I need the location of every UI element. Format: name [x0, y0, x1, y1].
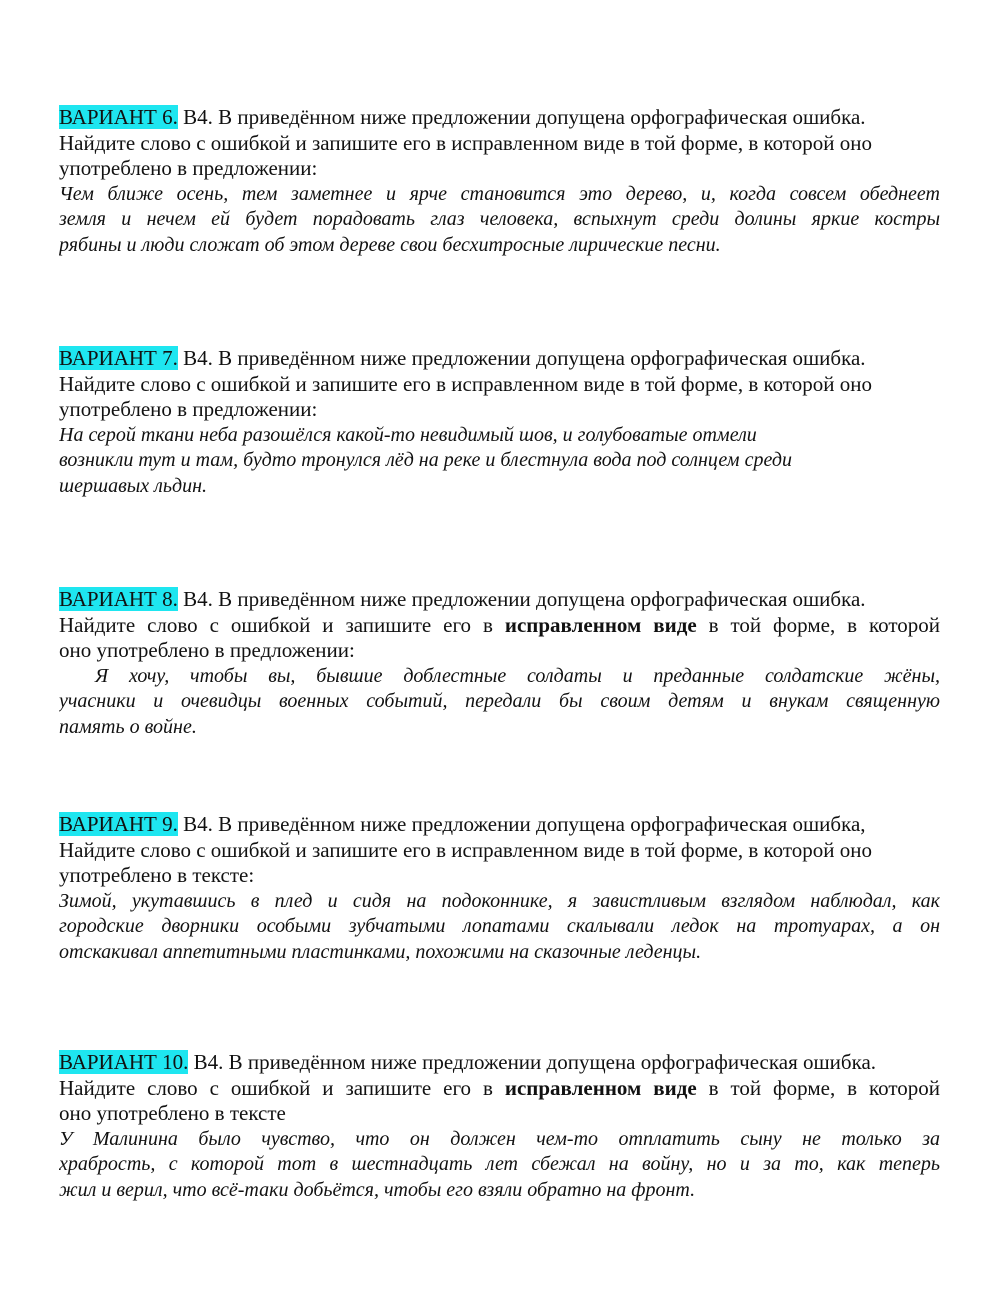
variant-6-label: ВАРИАНТ 6.: [59, 105, 178, 129]
variant-9-task-line-3: употреблено в тексте:: [59, 863, 255, 887]
variant-6-task-line-1: [59, 105, 940, 131]
variant-7-sentence-line-1: На серой ткани неба разошёлся какой-то невидимый шов, и голубоватые отмели: [59, 423, 757, 446]
variant-6-sentence-line-2: земля и нечем ей будет порадовать глаз человека, вспыхнут среди долины яркие костры: [59, 208, 940, 230]
variant-8-task-line-2-pre: Найдите слово с ошибкой и запишите его в: [59, 612, 505, 637]
variant-8-label: ВАРИАНТ 8.: [59, 587, 178, 611]
variant-7-task-line-3: употреблено в предложении:: [59, 397, 318, 421]
variant-9-sentence-line-1: Зимой, укутавшись в плед и сидя на подоконнике, я завистливым взглядом наблюдал, как: [59, 889, 940, 912]
variant-7-sentence-line-2: возникли тут и там, будто тронулся лёд на реке и блестнула вода под солнцем среди: [59, 449, 792, 471]
variant-9-label: ВАРИАНТ 9.: [59, 812, 178, 836]
variant-9-task-line-2: Найдите слово с ошибкой и запишите его в исправленном виде в той форме, в которой оно: [59, 837, 872, 862]
variant-7-sentence-line-3: шершавых льдин.: [59, 474, 208, 497]
variant-8-emphasis: исправленном виде: [504, 612, 697, 637]
variant-9-sentence-line-2: городские дворники особыми зубчатыми лопатами скалывали ледок на тротуарах, а он: [59, 915, 940, 937]
variant-6-block: [59, 105, 940, 258]
variant-8-block: [59, 587, 940, 740]
variant-7-block: [59, 346, 940, 499]
variant-10-sentence-line-2: храбрость, с которой тот в шестнадцать лет сбежал на войну, но и за то, как теперь: [59, 1153, 940, 1175]
variant-10-sentence: [59, 1127, 940, 1204]
variant-6-task-text: В4. В приведённом ниже предложении допущена орфографическая ошибка.: [183, 105, 866, 129]
variant-7-task-line-1: [59, 346, 940, 372]
variant-8-task-line-1: [59, 587, 940, 613]
variant-10-task-line-2: [59, 1076, 940, 1102]
variant-8-task-line-3: оно употреблено в предложении:: [59, 638, 355, 662]
variant-9-sentence-line-3: отскакивал аппетитными пластинками, похожими на сказочные леденцы.: [59, 940, 702, 963]
variant-10-sentence-line-1: У Малинина было чувство, что он должен чем-то отплатить сыну не только за: [59, 1127, 940, 1150]
variant-8-task-line-2-post: в той форме, в которой: [696, 612, 940, 637]
variant-8-sentence-line-3: память о войне.: [59, 715, 197, 738]
variant-10-emphasis: исправленном виде: [504, 1075, 697, 1100]
variant-10-label: ВАРИАНТ 10.: [59, 1050, 189, 1074]
variant-7-sentence: [59, 423, 940, 500]
variant-6-sentence: [59, 182, 940, 259]
variant-10-task-text: В4. В приведённом ниже предложении допущена орфографическая ошибка.: [193, 1050, 877, 1074]
variant-8-sentence-line-2: учасники и очевидцы военных событий, передали бы своим детям и внукам священную: [59, 690, 940, 712]
variant-9-task-text: В4. В приведённом ниже предложении допущена орфографическая ошибка,: [183, 812, 866, 836]
variant-10-task-line-3: оно употреблено в тексте: [59, 1101, 286, 1125]
variant-10-task-line-2-post: в той форме, в которой: [696, 1075, 940, 1100]
variant-7-task-text: В4. В приведённом ниже предложении допущена орфографическая ошибка.: [183, 346, 866, 370]
variant-9-task-line-1: [59, 812, 940, 838]
variant-6-task-line-3: употреблено в предложении:: [59, 156, 318, 180]
variant-7-task-line-2: Найдите слово с ошибкой и запишите его в исправленном виде в той форме, в которой оно: [59, 371, 872, 396]
variant-9-sentence: [59, 889, 940, 966]
variant-10-task-line-2-pre: Найдите слово с ошибкой и запишите его в: [59, 1075, 505, 1100]
variant-7-label: ВАРИАНТ 7.: [59, 346, 178, 370]
variant-6-sentence-line-3: рябины и люди сложат об этом дереве свои бесхитросные лирические песни.: [59, 233, 721, 256]
variant-8-sentence: [59, 664, 940, 741]
variant-8-sentence-line-1: Я хочу, чтобы вы, бывшие доблестные солдаты и преданные солдатские жёны,: [95, 664, 940, 687]
variant-10-block: [59, 1050, 940, 1203]
variant-6-task-line-2: Найдите слово с ошибкой и запишите его в исправленном виде в той форме, в которой оно: [59, 130, 872, 155]
variant-9-block: [59, 812, 940, 965]
variant-8-task-line-2: [59, 613, 940, 639]
variant-8-task-text: В4. В приведённом ниже предложении допущена орфографическая ошибка.: [183, 587, 866, 611]
variant-10-sentence-line-3: жил и верил, что всё-таки добьётся, чтобы его взяли обратно на фронт.: [59, 1178, 696, 1201]
variant-10-task-line-1: [59, 1050, 940, 1076]
variant-6-sentence-line-1: Чем ближе осень, тем заметнее и ярче становится это дерево, и, когда совсем обеднеет: [59, 182, 940, 205]
